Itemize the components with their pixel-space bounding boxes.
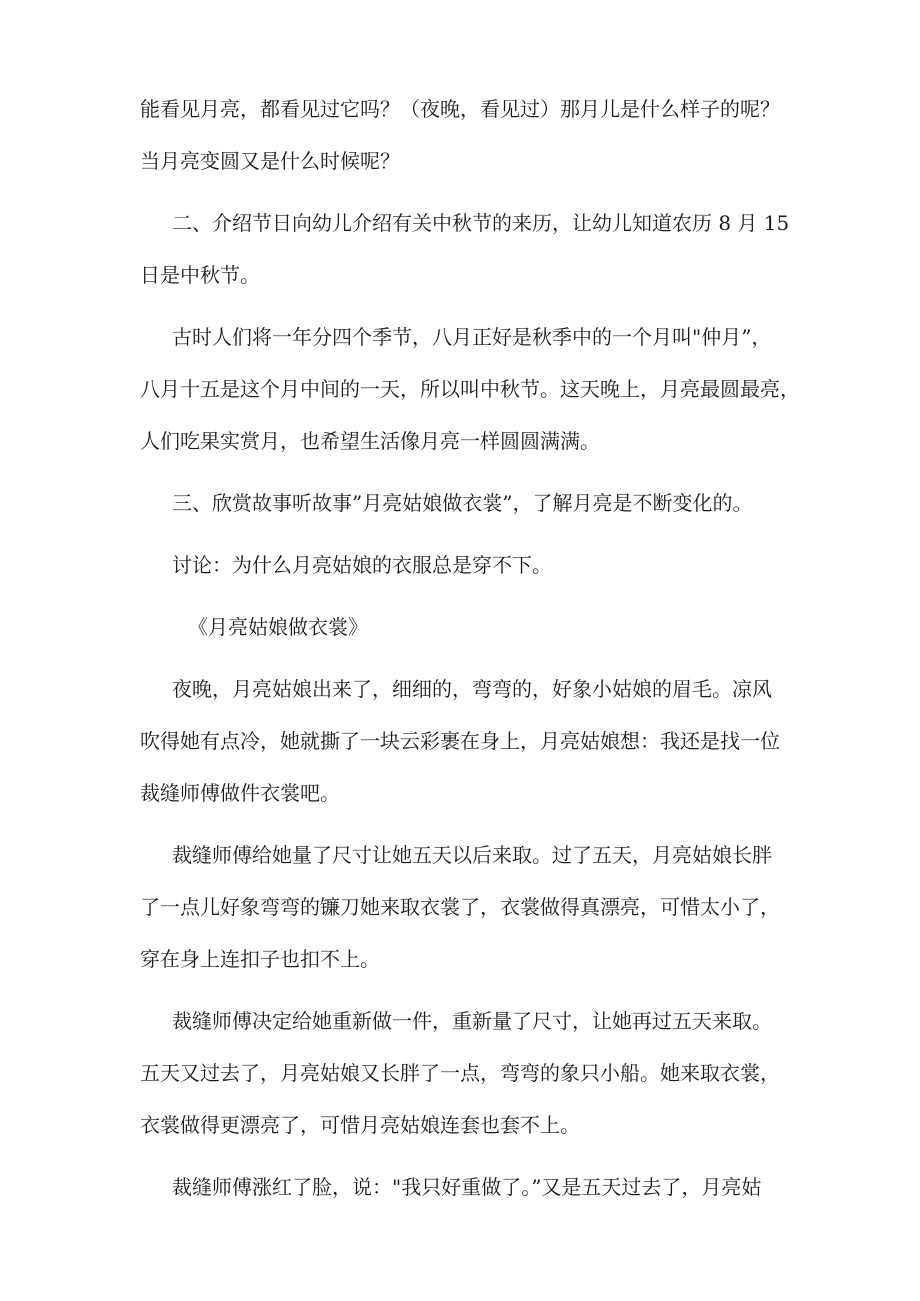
text-line: 当月亮变圆又是什么时候呢？	[140, 149, 400, 173]
text-line: 日是中秋节。	[140, 263, 260, 287]
text-line: 穿在身上连扣子也扣不上。	[140, 947, 380, 971]
paragraph-intro-question	[140, 94, 792, 176]
text-line: 裁缝师傅做件衣裳吧。	[140, 781, 340, 805]
paragraph-section-three	[140, 488, 792, 518]
text-line: 裁缝师傅决定给她重新做一件，重新量了尺寸，让她再过五天来取。	[172, 1009, 772, 1033]
document-page	[140, 94, 800, 1202]
paragraph-story-3	[140, 1006, 792, 1140]
paragraph-section-two	[140, 208, 792, 290]
text-line: 二、介绍节日向幼儿介绍有关中秋节的来历，让幼儿知道农历 8 月 15	[172, 211, 790, 235]
paragraph-story-2	[140, 840, 792, 974]
paragraph-story-4	[140, 1172, 792, 1202]
text-line: 讨论：为什么月亮姑娘的衣服总是穿不下。	[172, 553, 552, 577]
text-line: 裁缝师傅涨红了脸，说："我只好重做了。”又是五天过去了，月亮姑	[172, 1175, 762, 1199]
text-line: 衣裳做得更漂亮了，可惜月亮姑娘连套也套不上。	[140, 1113, 580, 1137]
text-line: 了一点儿好象弯弯的镰刀她来取衣裳了，衣裳做得真漂亮，可惜太小了，	[140, 895, 780, 919]
text-line: 裁缝师傅给她量了尺寸让她五天以后来取。过了五天，月亮姑娘长胖	[172, 843, 772, 867]
text-line: 人们吃果实赏月，也希望生活像月亮一样圆圆满满。	[140, 429, 600, 453]
text-line: 五天又过去了，月亮姑娘又长胖了一点，弯弯的象只小船。她来取衣裳，	[140, 1061, 780, 1085]
text-line: 古时人们将一年分四个季节，八月正好是秋季中的一个月叫"仲月”，	[172, 325, 772, 349]
text-line: 八月十五是这个月中间的一天，所以叫中秋节。这天晚上，月亮最圆最亮，	[140, 377, 800, 401]
text-line: 夜晚，月亮姑娘出来了，细细的，弯弯的，好象小姑娘的眉毛。凉风	[172, 677, 772, 701]
text-line: 能看见月亮，都看见过它吗？（夜晚，看见过）那月儿是什么样子的呢？	[140, 97, 780, 121]
paragraph-festival-origin	[140, 322, 800, 456]
story-title	[140, 612, 792, 642]
paragraph-discussion	[140, 550, 792, 580]
paragraph-story-1	[140, 674, 792, 808]
text-line: 三、欣赏故事听故事”月亮姑娘做衣裳”，了解月亮是不断变化的。	[172, 491, 753, 515]
text-line: 吹得她有点冷，她就撕了一块云彩裹在身上，月亮姑娘想：我还是找一位	[140, 729, 780, 753]
text-line: 《月亮姑娘做衣裳》	[188, 615, 368, 639]
